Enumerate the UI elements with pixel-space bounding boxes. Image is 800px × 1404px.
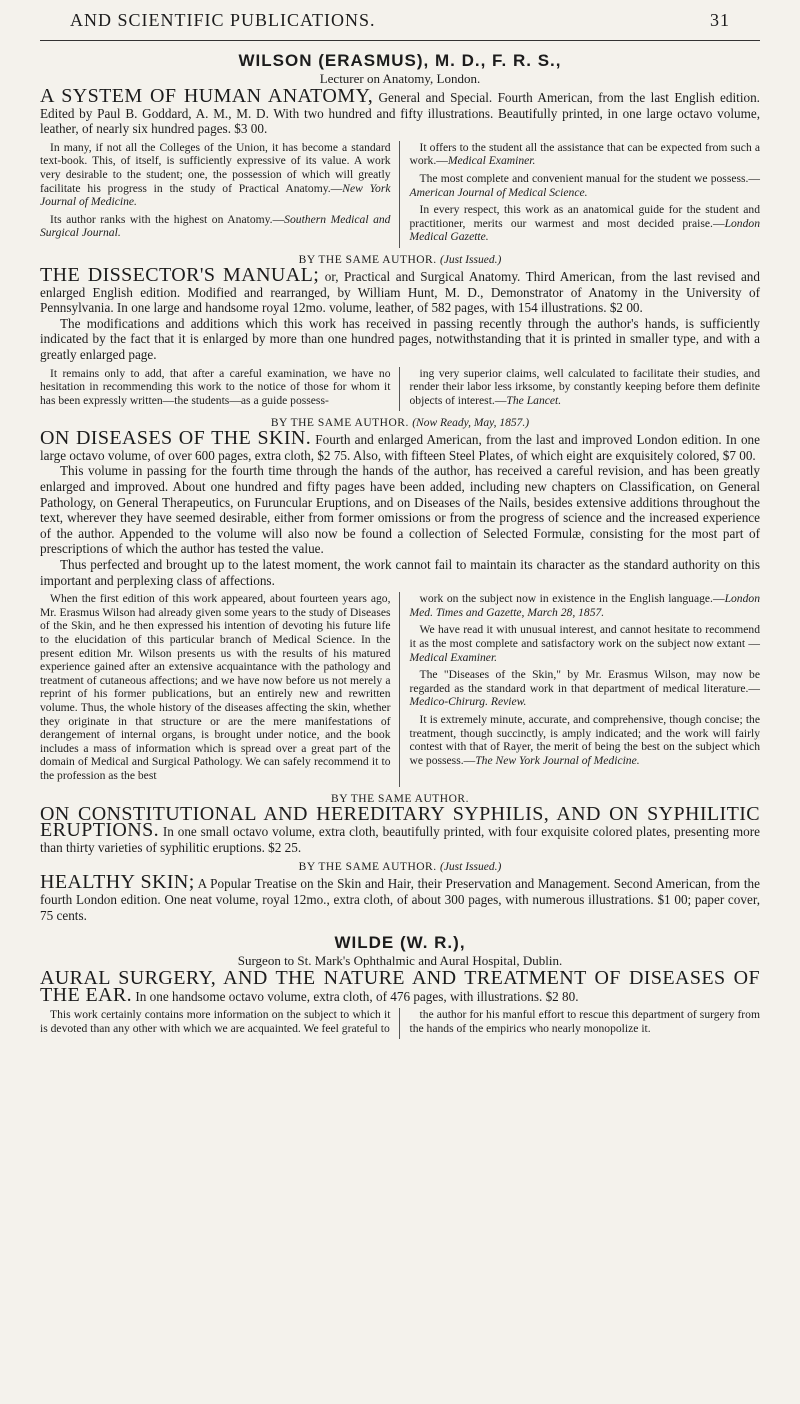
reviews-block <box>40 592 760 786</box>
review: In many, if not all the Colleges of the Union, it has become a standard text-book. This, of itself, is sufficiently expressive of its value. A work very desirable to the student; one, the possession of which will greatly facilitate his progress in the study of Practical Anatomy.—New York Journal of Medicine. <box>40 140 391 209</box>
book-description: In one small octavo volume, extra cloth, beautifully printed, with four exquisite colored plates, presenting more than thirty varieties of syphilitic eruptions. $2 25. <box>40 824 760 855</box>
review: The most complete and convenient manual for the student we possess.—American Journal of Medical Science. <box>409 171 760 199</box>
review: The "Diseases of the Skin," by Mr. Erasmus Wilson, may now be regarded as the standard work in that department of medical literature.—Medico-Chirurg. Review. <box>409 668 760 709</box>
same-author-line: BY THE SAME AUTHOR. (Now Ready, May, 1857.) <box>270 417 530 430</box>
review: When the first edition of this work appeared, about fourteen years ago, Mr. Erasmus Wilson had already given some years to the study of Diseases of the Skin, and he then expressed his intention of devoting his future life to the elucidation of this particular branch of Medical Science. In the present edition Mr. Wilson presents us with the results of his matured experience gained after an extensive acquaintance with the pathology and treatment of cutaneous affections; and we have now before us not merely a reprint of his former publications, but an entirely new and rewritten volume. Thus, the whole history of the diseases affecting the skin, whether they originate in that structure or are the mere manifestations of derangement of internal organs, is brought under notice, and the book includes a mass of information which is spread over a great part of the domain of Medical and Surgical Pathology. We can safely recommend it to the profession as the best <box>40 592 391 782</box>
review: This work certainly contains more information on the subject to which it is devoted than any other with which we are acquainted. We feel grateful to <box>40 1008 391 1035</box>
page-number: 31 <box>710 10 730 30</box>
reviews-right <box>410 141 761 248</box>
book-description: In one handsome octavo volume, extra cloth, of 476 pages, with illustrations. $2 80. <box>132 988 579 1004</box>
review: Its author ranks with the highest on Anatomy.—Southern Medical and Surgical Journal. <box>40 212 391 240</box>
page-header <box>40 10 760 38</box>
header-rule <box>40 40 760 41</box>
review: It is extremely minute, accurate, and comprehensive, though concise; the treatment, though succinctly, is amply indicated; and the work will fairly contest with that of Rayer, the merit of being the best on the subject which we possess.—The New York Journal of Medicine. <box>409 712 760 767</box>
book-entry-system-of-anatomy <box>40 85 760 137</box>
book-note: Thus perfected and brought up to the latest moment, the work cannot fail to maintain its character as the standard authority on this important and perplexing class of affections. <box>40 557 760 588</box>
reviews-block <box>40 141 760 248</box>
book-description: General and Special. Fourth American, from the last English edition. Edited by Paul B. Goddard, A. M., M. D. With two hundred and fifty illustrations. Beautifully printed, in one large octavo volume, leather, of nearly six hundred pages. $3 00. <box>40 90 760 137</box>
book-description: Fourth and enlarged American, from the last and improved London edition. In one large octavo volume, of over 600 pages, extra cloth, $2 75. Also, with fifteen Steel Plates, of which eight are exquisitely colored, $7 00. <box>40 432 760 463</box>
review: ing very superior claims, well calculated to facilitate their studies, and render their labor less irksome, by constantly keeping before them definite objects of interest.—The Lancet. <box>409 366 760 407</box>
review: the author for his manful effort to rescue this department of surgery from the hands of the empirics who nearly monopolize it. <box>409 1008 760 1035</box>
reviews-left <box>40 141 400 248</box>
book-title: A SYSTEM OF HUMAN ANATOMY, <box>40 85 374 107</box>
book-description: A Popular Treatise on the Skin and Hair, their Preservation and Management. Second American, from the fourth London edition. One neat volume, royal 12mo., extra cloth, of about 300 pages, with numerous illustrations. $1 00; paper cover, 75 cents. <box>40 876 760 923</box>
reviews-left <box>40 367 400 412</box>
book-note: This volume in passing for the fourth time through the hands of the author, has received a careful revision, and has been greatly enlarged and improved. About one hundred and fifty pages have been added, including new chapters on Classification, on General Pathology, on General Therapeutics, on Furuncular Eruptions, and on Diseases of the Nails, besides extensive additions throughout the text, wherever they have seemed desirable, either from former omissions or from the progress of science and the increased experience of the author. Appended to the volume will also now be found a collection of Selected Formulæ, consisting for the most part of prescriptions of which the author has tested the value. <box>40 463 760 557</box>
reviews-right <box>410 1008 761 1039</box>
book-entry-syphilis <box>40 802 760 856</box>
book-title: AURAL SURGERY, AND THE NATURE AND TREATMENT OF DISEASES OF THE EAR. <box>40 967 760 1006</box>
review: It remains only to add, that after a careful examination, we have no hesitation in recommending this work to the notice of those for whom it has been expressly written—the students—as a guide possess- <box>40 366 391 407</box>
reviews-left <box>40 1008 400 1039</box>
review: work on the subject now in existence in the English language.—London Med. Times and Gazette, March 28, 1857. <box>409 592 760 619</box>
author-role-wilson: Lecturer on Anatomy, London. <box>319 71 481 86</box>
book-note: The modifications and additions which this work has received in passing recently through the author's hands, is sufficiently indicated by the fact that it is enlarged by more than one hundred pages, notwithstanding that it is printed in smaller type, and with a greatly enlarged page. <box>40 315 760 362</box>
author-heading-wilson: WILSON (ERASMUS), M. D., F. R. S., <box>238 51 562 70</box>
book-entry-dissectors-manual <box>40 263 760 316</box>
book-entry-healthy-skin <box>40 871 760 923</box>
book-entry-aural-surgery <box>40 967 760 1006</box>
book-entry-diseases-of-skin <box>40 427 760 463</box>
author-heading-wilde: WILDE (W. R.), <box>334 933 466 953</box>
review: It offers to the student all the assistance that can be expected from such a work.—Medical Examiner. <box>409 140 760 168</box>
reviews-left <box>40 592 400 786</box>
review: In every respect, this work as an anatomical guide for the student and practitioner, merits our warmest and most decided praise.—London Medical Gazette. <box>409 203 760 244</box>
same-author-line: BY THE SAME AUTHOR. (Just Issued.) <box>298 861 502 874</box>
reviews-right <box>410 592 761 786</box>
review: We have read it with unusual interest, and cannot hesitate to recommend it as the most complete and satisfactory work on the subject now extant —Medical Examiner. <box>409 623 760 664</box>
author-role-wilde: Surgeon to St. Mark's Ophthalmic and Aural Hospital, Dublin. <box>237 953 563 969</box>
book-title: THE DISSECTOR'S MANUAL; <box>40 263 320 286</box>
same-author-line: BY THE SAME AUTHOR. <box>331 792 469 805</box>
reviews-block <box>40 367 760 412</box>
book-title: ON DISEASES OF THE SKIN. <box>40 427 312 450</box>
book-description: or, Practical and Surgical Anatomy. Third American, from the last revised and enlarged English edition. Modified and rearranged, by William Hunt, M. D., Demonstrator of Anatomy in the University of Pennsylvania. In one large and handsome royal 12mo. volume, leather, of 582 pages, with 154 illustrations. $2 00. <box>40 268 760 316</box>
same-author-line: BY THE SAME AUTHOR. (Just Issued.) <box>298 253 502 266</box>
book-title: HEALTHY SKIN; <box>40 871 195 894</box>
book-title: ON CONSTITUTIONAL AND HEREDITARY SYPHILIS, AND ON SYPHILITIC ERUPTIONS. <box>40 802 760 842</box>
running-head: AND SCIENTIFIC PUBLICATIONS. <box>70 10 376 30</box>
reviews-block <box>40 1008 760 1039</box>
reviews-right <box>410 367 761 412</box>
